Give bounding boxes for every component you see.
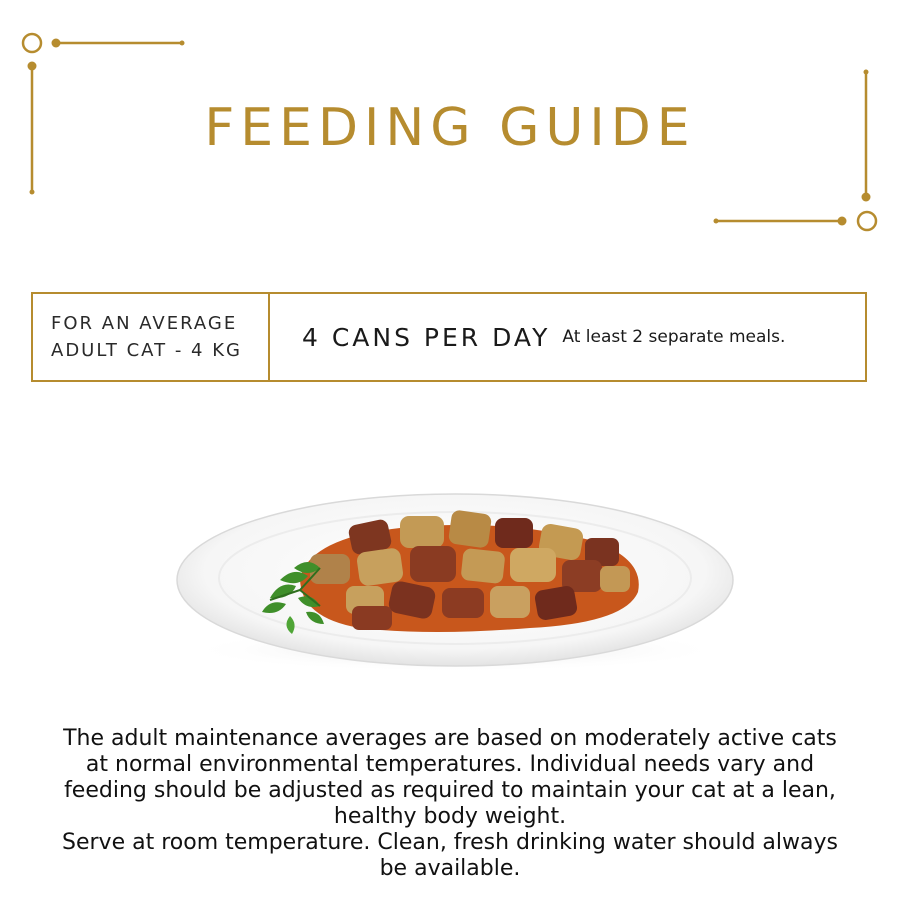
food-plate-image [170, 488, 740, 678]
feeding-guide-box [31, 292, 867, 382]
guide-note: At least 2 separate meals. [562, 327, 786, 347]
guide-amount: 4 CANS PER DAY [302, 322, 551, 352]
instructions-paragraph-1: The adult maintenance averages are based on moderately active cats at normal environmental temperatures. Individual needs vary and feeding should be adjusted as required to maintain your cat at a lean, healthy body weight. [63, 726, 837, 829]
instructions-paragraph-2: Serve at room temperature. Clean, fresh drinking water should always be available. [62, 830, 838, 881]
guide-label [33, 294, 270, 380]
page-title: FEEDING GUIDE [204, 98, 696, 158]
guide-label-line1: FOR AN AVERAGE [51, 313, 238, 334]
guide-recommendation [270, 294, 865, 380]
feeding-instructions [60, 726, 840, 882]
guide-label-line2: ADULT CAT - 4 KG [51, 340, 242, 361]
